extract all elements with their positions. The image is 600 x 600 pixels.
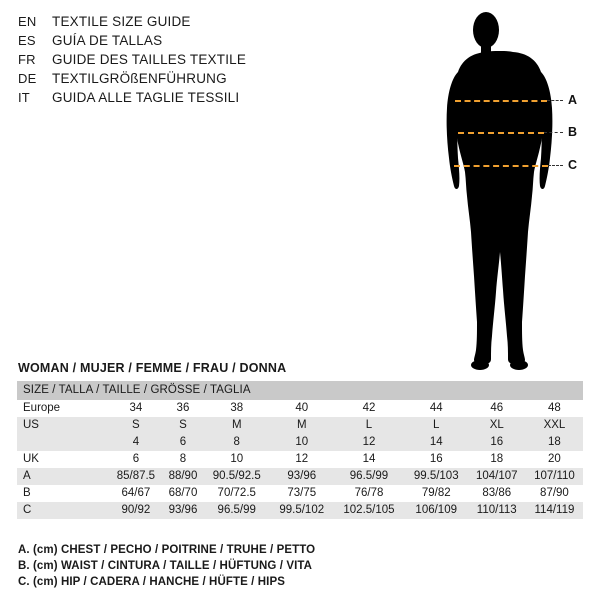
language-row <box>18 90 338 109</box>
chest-measure-line <box>455 100 547 102</box>
cell: 46 <box>468 400 526 417</box>
legend-line-hip: C. (cm) HIP / CADERA / HANCHE / HÜFTE / HIPS <box>18 576 286 588</box>
cell: 38 <box>203 400 270 417</box>
cell: 90/92 <box>109 502 163 519</box>
chest-leader-line <box>547 100 563 101</box>
cell: 96.5/99 <box>333 468 405 485</box>
table-row <box>17 417 583 434</box>
cell: 76/78 <box>333 485 405 502</box>
cell: 40 <box>270 400 333 417</box>
cell: 10 <box>203 451 270 468</box>
language-title: GUIDE DES TAILLES TEXTILE <box>52 52 247 67</box>
hip-leader-line <box>548 165 563 166</box>
section-heading-woman: WOMAN / MUJER / FEMME / FRAU / DONNA <box>18 361 287 375</box>
cell: L <box>333 417 405 434</box>
cell: 88/90 <box>163 468 203 485</box>
cell: 12 <box>333 434 405 451</box>
cell: S <box>109 417 163 434</box>
language-title: GUÍA DE TALLAS <box>52 33 163 48</box>
language-row <box>18 14 338 33</box>
table-row <box>17 468 583 485</box>
language-code: DE <box>18 71 37 86</box>
language-row <box>18 52 338 71</box>
hip-measure-line <box>454 165 548 167</box>
table-row <box>17 434 583 451</box>
legend-line-waist: B. (cm) WAIST / CINTURA / TAILLE / HÜFTUNG / VITA <box>18 560 313 572</box>
language-title-block <box>18 14 338 109</box>
cell: 114/119 <box>526 502 583 519</box>
row-label: A <box>17 468 109 485</box>
female-body-silhouette-icon <box>400 0 600 375</box>
cell: 8 <box>203 434 270 451</box>
cell: 83/86 <box>468 485 526 502</box>
waist-leader-line <box>544 132 563 133</box>
cell: 93/96 <box>270 468 333 485</box>
cell: 106/109 <box>405 502 468 519</box>
cell: M <box>203 417 270 434</box>
language-code: EN <box>18 14 37 29</box>
cell: 90.5/92.5 <box>203 468 270 485</box>
language-title: TEXTILE SIZE GUIDE <box>52 14 191 29</box>
cell: 64/67 <box>109 485 163 502</box>
language-title: TEXTILGRÖßENFÜHRUNG <box>52 71 227 86</box>
cell: 107/110 <box>526 468 583 485</box>
row-label: C <box>17 502 109 519</box>
cell: 18 <box>468 451 526 468</box>
cell: 20 <box>526 451 583 468</box>
cell: 85/87.5 <box>109 468 163 485</box>
language-code: IT <box>18 90 30 105</box>
cell: 10 <box>270 434 333 451</box>
table-row <box>17 485 583 502</box>
cell: 68/70 <box>163 485 203 502</box>
row-label: B <box>17 485 109 502</box>
cell: S <box>163 417 203 434</box>
cell: 14 <box>333 451 405 468</box>
cell: 6 <box>163 434 203 451</box>
cell: 34 <box>109 400 163 417</box>
cell: 8 <box>163 451 203 468</box>
row-label <box>17 434 109 451</box>
cell: 12 <box>270 451 333 468</box>
row-label: Europe <box>17 400 109 417</box>
language-code: ES <box>18 33 36 48</box>
cell: 44 <box>405 400 468 417</box>
cell: L <box>405 417 468 434</box>
cell: 14 <box>405 434 468 451</box>
body-figure-area <box>400 0 600 375</box>
row-label: US <box>17 417 109 434</box>
hip-measure-label: C <box>568 158 578 172</box>
row-label: UK <box>17 451 109 468</box>
cell: 4 <box>109 434 163 451</box>
measurement-legend <box>18 542 315 590</box>
cell: 102.5/105 <box>333 502 405 519</box>
cell: 104/107 <box>468 468 526 485</box>
cell: M <box>270 417 333 434</box>
table-row <box>17 451 583 468</box>
waist-measure-label: B <box>568 125 578 139</box>
cell: 42 <box>333 400 405 417</box>
cell: 36 <box>163 400 203 417</box>
cell: 96.5/99 <box>203 502 270 519</box>
cell: 18 <box>526 434 583 451</box>
cell: 93/96 <box>163 502 203 519</box>
language-row <box>18 71 338 90</box>
cell: 70/72.5 <box>203 485 270 502</box>
waist-measure-line <box>458 132 544 134</box>
language-row <box>18 33 338 52</box>
table-header-row <box>17 381 583 400</box>
language-code: FR <box>18 52 36 67</box>
table-row <box>17 502 583 519</box>
table-header-label: SIZE / TALLA / TAILLE / GRÖSSE / TAGLIA <box>17 381 583 400</box>
cell: 99.5/102 <box>270 502 333 519</box>
size-table <box>17 381 583 519</box>
cell: 48 <box>526 400 583 417</box>
cell: XL <box>468 417 526 434</box>
cell: 16 <box>405 451 468 468</box>
cell: 16 <box>468 434 526 451</box>
cell: 99.5/103 <box>405 468 468 485</box>
cell: 73/75 <box>270 485 333 502</box>
chest-measure-label: A <box>568 93 578 107</box>
cell: XXL <box>526 417 583 434</box>
cell: 79/82 <box>405 485 468 502</box>
cell: 87/90 <box>526 485 583 502</box>
cell: 6 <box>109 451 163 468</box>
language-title: GUIDA ALLE TAGLIE TESSILI <box>52 90 240 105</box>
cell: 110/113 <box>468 502 526 519</box>
table-row <box>17 400 583 417</box>
legend-line-chest: A. (cm) CHEST / PECHO / POITRINE / TRUHE / PETTO <box>18 544 316 556</box>
